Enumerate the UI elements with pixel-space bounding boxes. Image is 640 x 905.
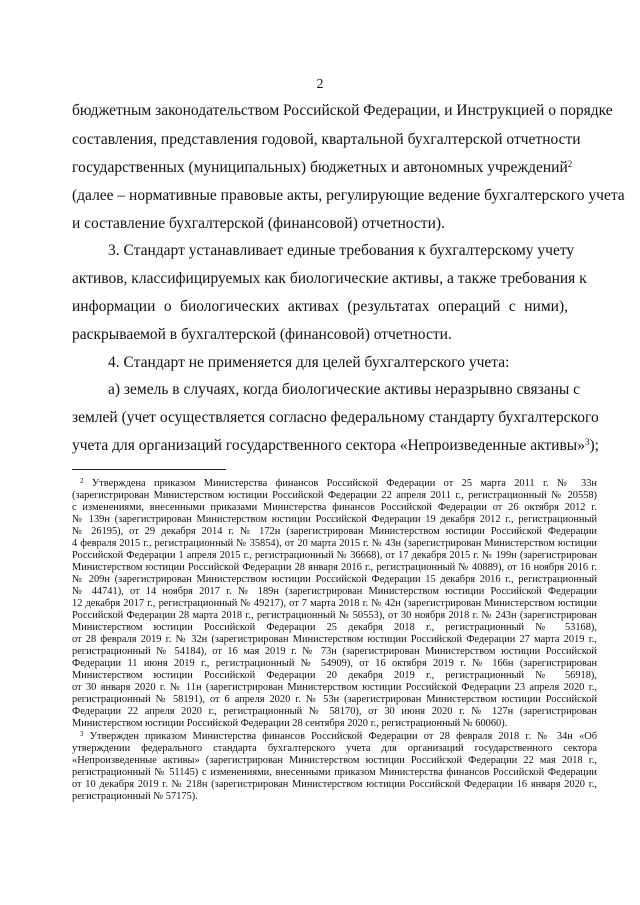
footnote-text: Утвержден приказом Министерства финансов Российской Федерации от 28 февраля 2018 г. № 34н «Об [89,731,597,742]
footnote-line: Федерации 11 июня 2019 г., регистрационный № 54909), от 16 октября 2019 г. № 166н (зарегистрирован [72,658,597,669]
footnote-mark: 2 [80,477,84,485]
footnote-text: Утверждена приказом Министерства финансов Российской Федерации от 25 марта 2011 г. № 33н [91,478,597,489]
subparagraph-a-start: а) земель в случаях, когда биологические активы неразрывно связаны с [108,381,581,398]
body-line: активов, классифицируемых как биологические активы, а также требования к [72,270,587,287]
body-line: (далее – нормативные правовые акты, регулирующие ведение бухгалтерского учета [72,187,625,204]
footnote-line: Министерством юстиции Российской Федерации 28 сентября 2020 г., регистрационный № 60060). [72,718,508,729]
paragraph-3-start: 3. Стандарт устанавливает единые требования к бухгалтерскому учету [108,242,575,259]
body-line: составления, представления годовой, квартальной бухгалтерской отчетности [72,131,581,148]
footnote-line: Федерации 22 апреля 2020 г., регистрационный № 58170), от 30 июня 2020 г. № 127н (зарегистрирован [72,706,597,717]
paragraph-4-start: 4. Стандарт не применяется для целей бухгалтерского учета: [108,354,510,371]
footnote-line: с изменениями, внесенными приказами Министерства финансов Российской Федерации от 26 октября 2012 г. [72,502,597,513]
footnote-line: регистрационный № 51145) с изменениями, внесенными приказом Министерства финансов Российской Федерации [72,767,597,778]
footnote-line: регистрационный № 58191), от 6 апреля 2020 г. № 53н (зарегистрирован Министерством юстиции Российской [72,694,597,705]
footnote-line: «Непроизведенные активы» (зарегистрирован Министерством юстиции Российской Федерации 22 мая 2018 г., [72,755,597,766]
footnote-separator [72,469,226,470]
footnote-line: № 209н (зарегистрирован Министерством юстиции Российской Федерации 15 декабря 2016 г., регистрационный [72,574,597,585]
body-line: информации о биологических активах (результатах операций с ними), [72,298,568,315]
footnote-line: Российской Федерации 28 марта 2018 г., регистрационный № 50553), от 30 ноября 2018 г. № 243н (зарегистрирован [72,610,597,621]
footnote-line: утверждении федерального стандарта бухгалтерского учета для организаций государственного сектора [72,743,597,754]
footnote-line: (зарегистрирован Министерством юстиции Российской Федерации 22 апреля 2011 г., регистрационный № 20558) [72,490,597,501]
body-line-text: государственных (муниципальных) бюджетных и автономных учреждений [72,159,568,176]
body-line: раскрываемой в бухгалтерской (финансовой) отчетности. [72,326,452,343]
footnote-line: № 44741), от 14 ноября 2017 г. № 189н (зарегистрирован Министерством юстиции Российской Федерации [72,586,597,597]
body-line-with-footnote [72,436,599,456]
footnote-line: № 26195), от 29 декабря 2014 г. № 172н (зарегистрирован Министерством юстиции Российской Федерации [72,526,597,537]
footnote-2 [80,478,597,490]
footnote-line: № 139н (зарегистрирован Министерством юстиции Российской Федерации 19 декабря 2012 г., регистрационный [72,514,597,525]
footnote-line: 4 февраля 2015 г., регистрационный № 35854), от 20 марта 2015 г. № 43н (зарегистрирован Министерством юстиции [72,538,597,549]
body-line: землей (учет осуществляется согласно федеральному стандарту бухгалтерского [72,409,599,426]
footnote-ref-3: 3 [584,437,590,447]
page-number: 2 [316,77,324,92]
body-line-text: учета для организаций государственного сектора «Непроизведенные активы» [72,437,585,454]
footnote-line: Министерством юстиции Российской Федерации 25 декабря 2018 г., регистрационный № 53168), [72,622,597,633]
footnote-line: регистрационный № 54184), от 16 мая 2019 г. № 73н (зарегистрирован Министерством юстиции Российской [72,646,597,657]
body-line-text: ); [589,437,599,454]
footnote-3 [80,731,597,743]
body-line: бюджетным законодательством Российской Федерации, и Инструкцией о порядке [72,102,613,119]
footnote-line: регистрационный № 57175). [72,791,198,802]
footnote-line: Министерством юстиции Российской Федерации 20 декабря 2019 г., регистрационный № 56918), [72,670,597,681]
footnote-line: от 30 января 2020 г. № 11н (зарегистрирован Министерством юстиции Российской Федерации 23 апреля 2020 г., [72,682,597,693]
footnote-ref-2: 2 [567,159,573,169]
footnote-line: Российской Федерации 1 апреля 2015 г., регистрационный № 36668), от 17 декабря 2015 г. № 199н (зарегистрирован [72,550,597,561]
footnote-mark: 3 [80,730,84,738]
footnote-line: Министерством юстиции Российской Федерации 28 января 2016 г., регистрационный № 40889), от 16 ноября 2016 г. [72,562,597,573]
footnote-line: от 28 февраля 2019 г. № 32н (зарегистрирован Министерством юстиции Российской Федерации 27 марта 2019 г., [72,634,597,645]
body-line-with-footnote [72,158,573,178]
body-line: и составление бухгалтерской (финансовой) отчетности). [72,215,445,232]
footnote-line: 12 декабря 2017 г., регистрационный № 49217), от 7 марта 2018 г. № 42н (зарегистрирован Министерством юстиции [72,598,597,609]
footnote-line: от 10 декабря 2019 г. № 218н (зарегистрирован Министерством юстиции Российской Федерации 16 января 2020 г., [72,779,597,790]
